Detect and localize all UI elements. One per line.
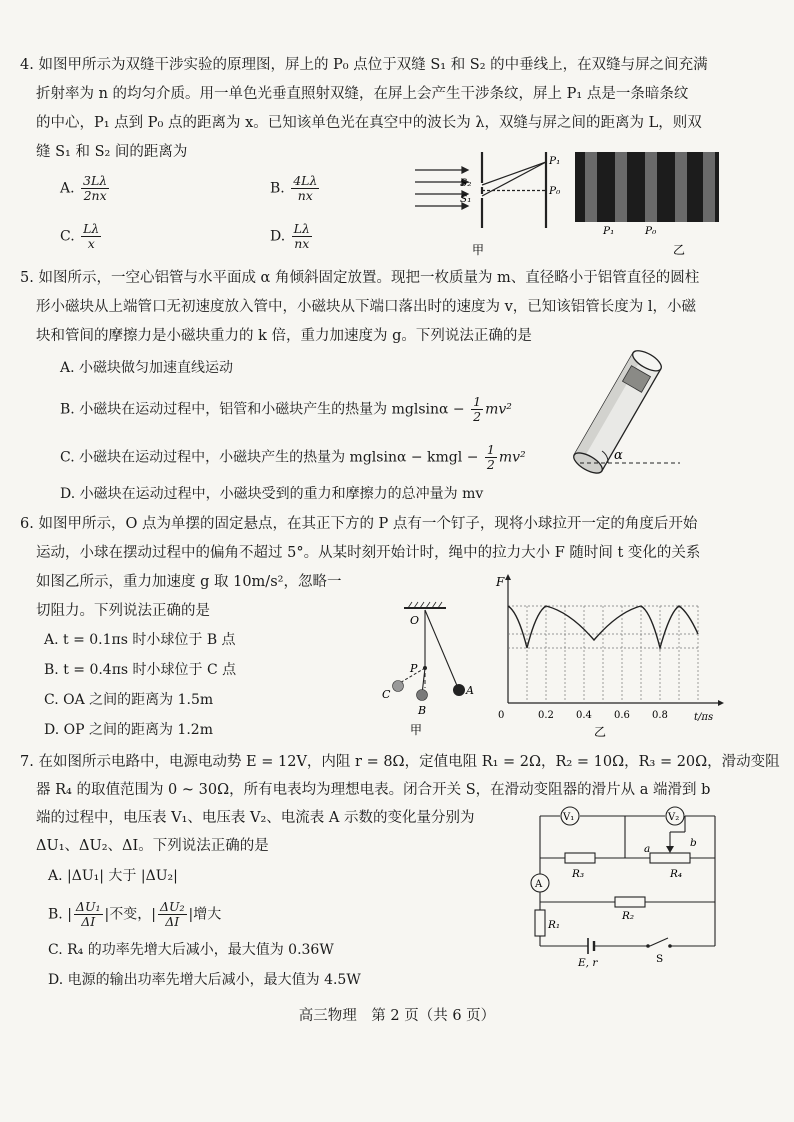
q7-line-2: 器 R₄ 的取值范围为 0 ~ 30Ω，所有电表均为理想电表。闭合开关 S，在滑动变阻器的滑片从 a 端滑到 b <box>36 782 711 798</box>
q4-option-d[interactable]: D. $\frac{L\lambda}{nx}$ <box>270 221 310 251</box>
q4-screen-label-p1: P₁ <box>603 225 615 237</box>
q7-voltmeter-v1: V₁ <box>563 812 575 823</box>
q4-label-p1: P₁ <box>549 155 561 167</box>
q7-label-r1: R₁ <box>548 919 561 931</box>
q7-option-b-fraction-1: $\frac{\text{ΔU₁}}{\Delta I}$ <box>75 899 101 929</box>
q5-tube-figure <box>560 345 700 475</box>
q6-graph-tick-3: 0.6 <box>614 710 630 721</box>
q6-graph-tick-1: 0.2 <box>538 710 554 721</box>
q5-option-d[interactable]: D. 小磁块在运动过程中，小磁块受到的重力和摩擦力的总冲量为 mv <box>60 486 484 502</box>
q4-double-slit-figure <box>410 150 570 260</box>
q5-option-c[interactable]: C. 小磁块在运动过程中，小磁块产生的热量为 mglsinα − kmgl − $\frac{1}{2}$ mv² <box>60 442 526 472</box>
q7-ammeter-a: A <box>535 879 543 890</box>
q6-force-graph <box>490 568 730 738</box>
q7-option-b[interactable]: B. | $\frac{\text{ΔU₁}}{\Delta I}$ |不变，| $\frac{\text{ΔU₂}}{\Delta I}$ |增大 <box>48 899 222 929</box>
q7-label-r4: R₄ <box>670 868 683 880</box>
q5-line-2: 形小磁块从上端管口无初速度放入管中，小磁块从下端口落出时的速度为 v，已知该铝管长度为 l，小磁 <box>36 299 697 315</box>
q6-label-a: A <box>466 684 474 697</box>
q6-graph-t-label: t/πs <box>694 712 714 723</box>
q5-option-a[interactable]: A. 小磁块做匀加速直线运动 <box>60 360 234 376</box>
q6-graph-tick-4: 0.8 <box>652 710 668 721</box>
q4-option-a-fraction: $\frac{3L\lambda}{2nx}$ <box>83 173 108 203</box>
q6-option-a[interactable]: A. t = 0.1πs 时小球位于 B 点 <box>44 632 236 648</box>
q7-label-r2: R₂ <box>622 910 635 922</box>
q5-option-c-half: $\frac{1}{2}$ <box>486 442 495 472</box>
q7-option-c[interactable]: C. R₄ 的功率先增大后减小，最大值为 0.36W <box>48 942 334 958</box>
q6-pendulum-figure <box>370 598 490 743</box>
q6-option-b[interactable]: B. t = 0.4πs 时小球位于 C 点 <box>44 662 237 678</box>
q7-label-source: E, r <box>578 957 598 969</box>
q4-fringe-figure <box>573 150 723 260</box>
q6-graph-tick-2: 0.4 <box>576 710 592 721</box>
q4-line-2: 折射率为 n 的均匀介质。用一单色光垂直照射双缝，在屏上会产生干涉条纹，屏上 P₁ 点是一条暗条纹 <box>36 86 689 102</box>
q6-label-o: O <box>410 614 420 627</box>
q5-angle-label: α <box>614 448 623 463</box>
q4-option-c-fraction: $\frac{L\lambda}{x}$ <box>83 221 100 251</box>
q6-caption-left: 甲 <box>410 723 423 737</box>
q7-label-switch: S <box>656 953 664 965</box>
q7-option-b-fraction-2: $\frac{\text{ΔU₂}}{\Delta I}$ <box>159 899 185 929</box>
q6-option-c[interactable]: C. OA 之间的距离为 1.5m <box>44 692 214 708</box>
q6-line-4: 切阻力。下列说法正确的是 <box>36 603 210 619</box>
q7-line-4: ΔU₁、ΔU₂、ΔI。下列说法正确的是 <box>36 838 269 854</box>
q6-line-3: 如图乙所示，重力加速度 g 取 10m/s²，忽略一 <box>36 574 342 590</box>
q6-graph-tick-0: 0 <box>498 710 505 721</box>
q7-voltmeter-v2: V₂ <box>668 812 680 823</box>
q4-option-d-fraction: $\frac{L\lambda}{nx}$ <box>293 221 310 251</box>
q7-line-3: 端的过程中，电压表 V₁、电压表 V₂、电流表 A 示数的变化量分别为 <box>36 810 475 826</box>
q4-caption-right: 乙 <box>673 243 686 257</box>
q4-option-c[interactable]: C. $\frac{L\lambda}{x}$ <box>60 221 100 251</box>
q6-line-2: 运动，小球在摆动过程中的偏角不超过 5°。从某时刻开始计时，绳中的拉力大小 F 随时间 t 变化的关系 <box>36 545 701 561</box>
q6-option-d[interactable]: D. OP 之间的距离为 1.2m <box>44 722 213 738</box>
q4-screen-label-p0: P₀ <box>645 225 657 237</box>
q6-caption-right: 乙 <box>594 725 607 738</box>
q4-option-b[interactable]: B. $\frac{4L\lambda}{nx}$ <box>270 173 318 203</box>
q6-label-c: C <box>382 688 391 701</box>
q4-label-p0: P₀ <box>549 185 561 197</box>
q4-caption-left: 甲 <box>472 243 485 257</box>
q4-line-1: 4. 如图甲所示为双缝干涉实验的原理图，屏上的 P₀ 点位于双缝 S₁ 和 S₂ 的中垂线上，在双缝与屏之间充满 <box>20 57 708 73</box>
q6-label-b: B <box>418 704 427 717</box>
q7-label-a-end: a <box>644 843 651 855</box>
q7-option-d[interactable]: D. 电源的输出功率先增大后减小，最大值为 4.5W <box>48 972 361 988</box>
q5-line-3: 块和管间的摩擦力是小磁块重力的 k 倍，重力加速度为 g。下列说法正确的是 <box>36 328 532 344</box>
q6-line-1: 6. 如图甲所示，O 点为单摆的固定悬点，在其正下方的 P 点有一个钉子，现将小球拉开一定的角度后开始 <box>20 516 698 532</box>
q4-label-s1: S₁ <box>460 193 472 205</box>
q5-option-b-half: $\frac{1}{2}$ <box>473 394 482 424</box>
q4-label-s2: S₂ <box>460 177 472 189</box>
q4-line-3: 的中心，P₁ 点到 P₀ 点的距离为 x。已知该单色光在真空中的波长为 λ，双缝与屏之间的距离为 L，则双 <box>36 115 702 131</box>
q7-option-a[interactable]: A. |ΔU₁| 大于 |ΔU₂| <box>48 868 178 884</box>
page-footer: 高三物理 第 2 页（共 6 页） <box>298 1008 496 1024</box>
q6-label-p: P <box>410 662 418 675</box>
q4-option-b-fraction: $\frac{4L\lambda}{nx}$ <box>293 173 318 203</box>
q5-line-1: 5. 如图所示，一空心铝管与水平面成 α 角倾斜固定放置。现把一枚质量为 m、直径略小于铝管直径的圆柱 <box>20 270 700 286</box>
q4-option-a[interactable]: A. $\frac{3L\lambda}{2nx}$ <box>60 173 108 203</box>
q7-label-r3: R₃ <box>572 868 585 880</box>
q7-line-1: 7. 在如图所示电路中，电源电动势 E = 12V，内阻 r = 8Ω，定值电阻 R₁ = 2Ω，R₂ = 10Ω，R₃ = 20Ω，滑动变阻 <box>20 754 780 770</box>
q5-option-b[interactable]: B. 小磁块在运动过程中，铝管和小磁块产生的热量为 mglsinα − $\frac{1}{2}$ mv² <box>60 394 512 424</box>
q7-label-b-end: b <box>690 837 697 849</box>
q7-circuit-figure <box>520 806 730 971</box>
q6-graph-f-label: F <box>496 575 505 589</box>
q4-line-4: 缝 S₁ 和 S₂ 间的距离为 <box>36 144 188 160</box>
